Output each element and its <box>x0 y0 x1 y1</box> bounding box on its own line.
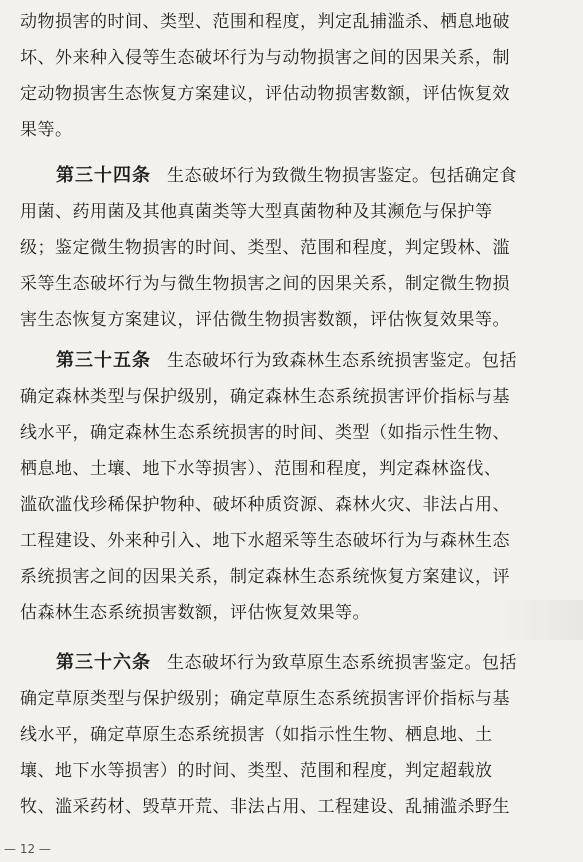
article-first-line: 生态破坏行为致森林生态系统损害鉴定。包括 <box>167 351 517 371</box>
article-first-line: 生态破坏行为致微生物损害鉴定。包括确定食 <box>167 166 517 186</box>
text-line: 害生态恢复方案建议，评估微生物损害数额，评估恢复效果等。 <box>20 310 510 330</box>
text-line: 级；鉴定微生物损害的时间、类型、范围和程度，判定毁林、滥 <box>20 238 510 258</box>
article-number: 第三十六条 <box>56 652 151 673</box>
text-line: 确定草原类型与保护级别；确定草原生态系统损害评价指标与基 <box>20 689 510 709</box>
text-line: 定动物损害生态恢复方案建议，评估动物损害数额，评估恢复效 <box>20 84 510 104</box>
text-line: 牧、滥采药材、毁草开荒、非法占用、工程建设、乱捕滥杀野生 <box>20 797 510 817</box>
article-number: 第三十五条 <box>56 350 151 371</box>
article-34 <box>20 158 568 338</box>
article-heading-line <box>20 158 568 194</box>
text-line: 系统损害之间的因果关系，制定森林生态系统恢复方案建议，评 <box>20 567 510 587</box>
text-line: 工程建设、外来种引入、地下水超采等生态破坏行为与森林生态 <box>20 531 510 551</box>
article-number: 第三十四条 <box>56 165 151 186</box>
scan-shadow <box>493 600 583 640</box>
text-line: 采等生态破坏行为与微生物损害之间的因果关系，制定微生物损 <box>20 274 510 294</box>
text-line: 用菌、药用菌及其他真菌类等大型真菌物种及其濒危与保护等 <box>20 202 493 222</box>
text-line: 壤、地下水等损害）的时间、类型、范围和程度，判定超载放 <box>20 761 493 781</box>
text-line: 栖息地、土壤、地下水等损害）、范围和程度，判定森林盗伐、 <box>20 459 502 479</box>
intro-paragraph <box>20 4 568 148</box>
article-heading-line <box>20 645 568 681</box>
text-line: 估森林生态系统损害数额，评估恢复效果等。 <box>20 603 370 623</box>
page-number: — 12 — <box>4 842 51 856</box>
text-line: 线水平，确定森林生态系统损害的时间、类型（如指示性生物、 <box>20 423 510 443</box>
article-heading-line <box>20 343 568 379</box>
page-footer <box>4 842 51 856</box>
article-35 <box>20 343 568 631</box>
text-line: 果等。 <box>20 120 73 140</box>
article-first-line: 生态破坏行为致草原生态系统损害鉴定。包括 <box>167 653 517 673</box>
text-line: 确定森林类型与保护级别，确定森林生态系统损害评价指标与基 <box>20 387 510 407</box>
text-line: 动物损害的时间、类型、范围和程度，判定乱捕滥杀、栖息地破 <box>20 12 510 32</box>
text-line: 坏、外来种入侵等生态破坏行为与动物损害之间的因果关系，制 <box>20 48 510 68</box>
text-line: 线水平，确定草原生态系统损害（如指示性生物、栖息地、土 <box>20 725 493 745</box>
text-line: 滥砍滥伐珍稀保护物种、破坏种质资源、森林火灾、非法占用、 <box>20 495 510 515</box>
article-36 <box>20 645 568 825</box>
